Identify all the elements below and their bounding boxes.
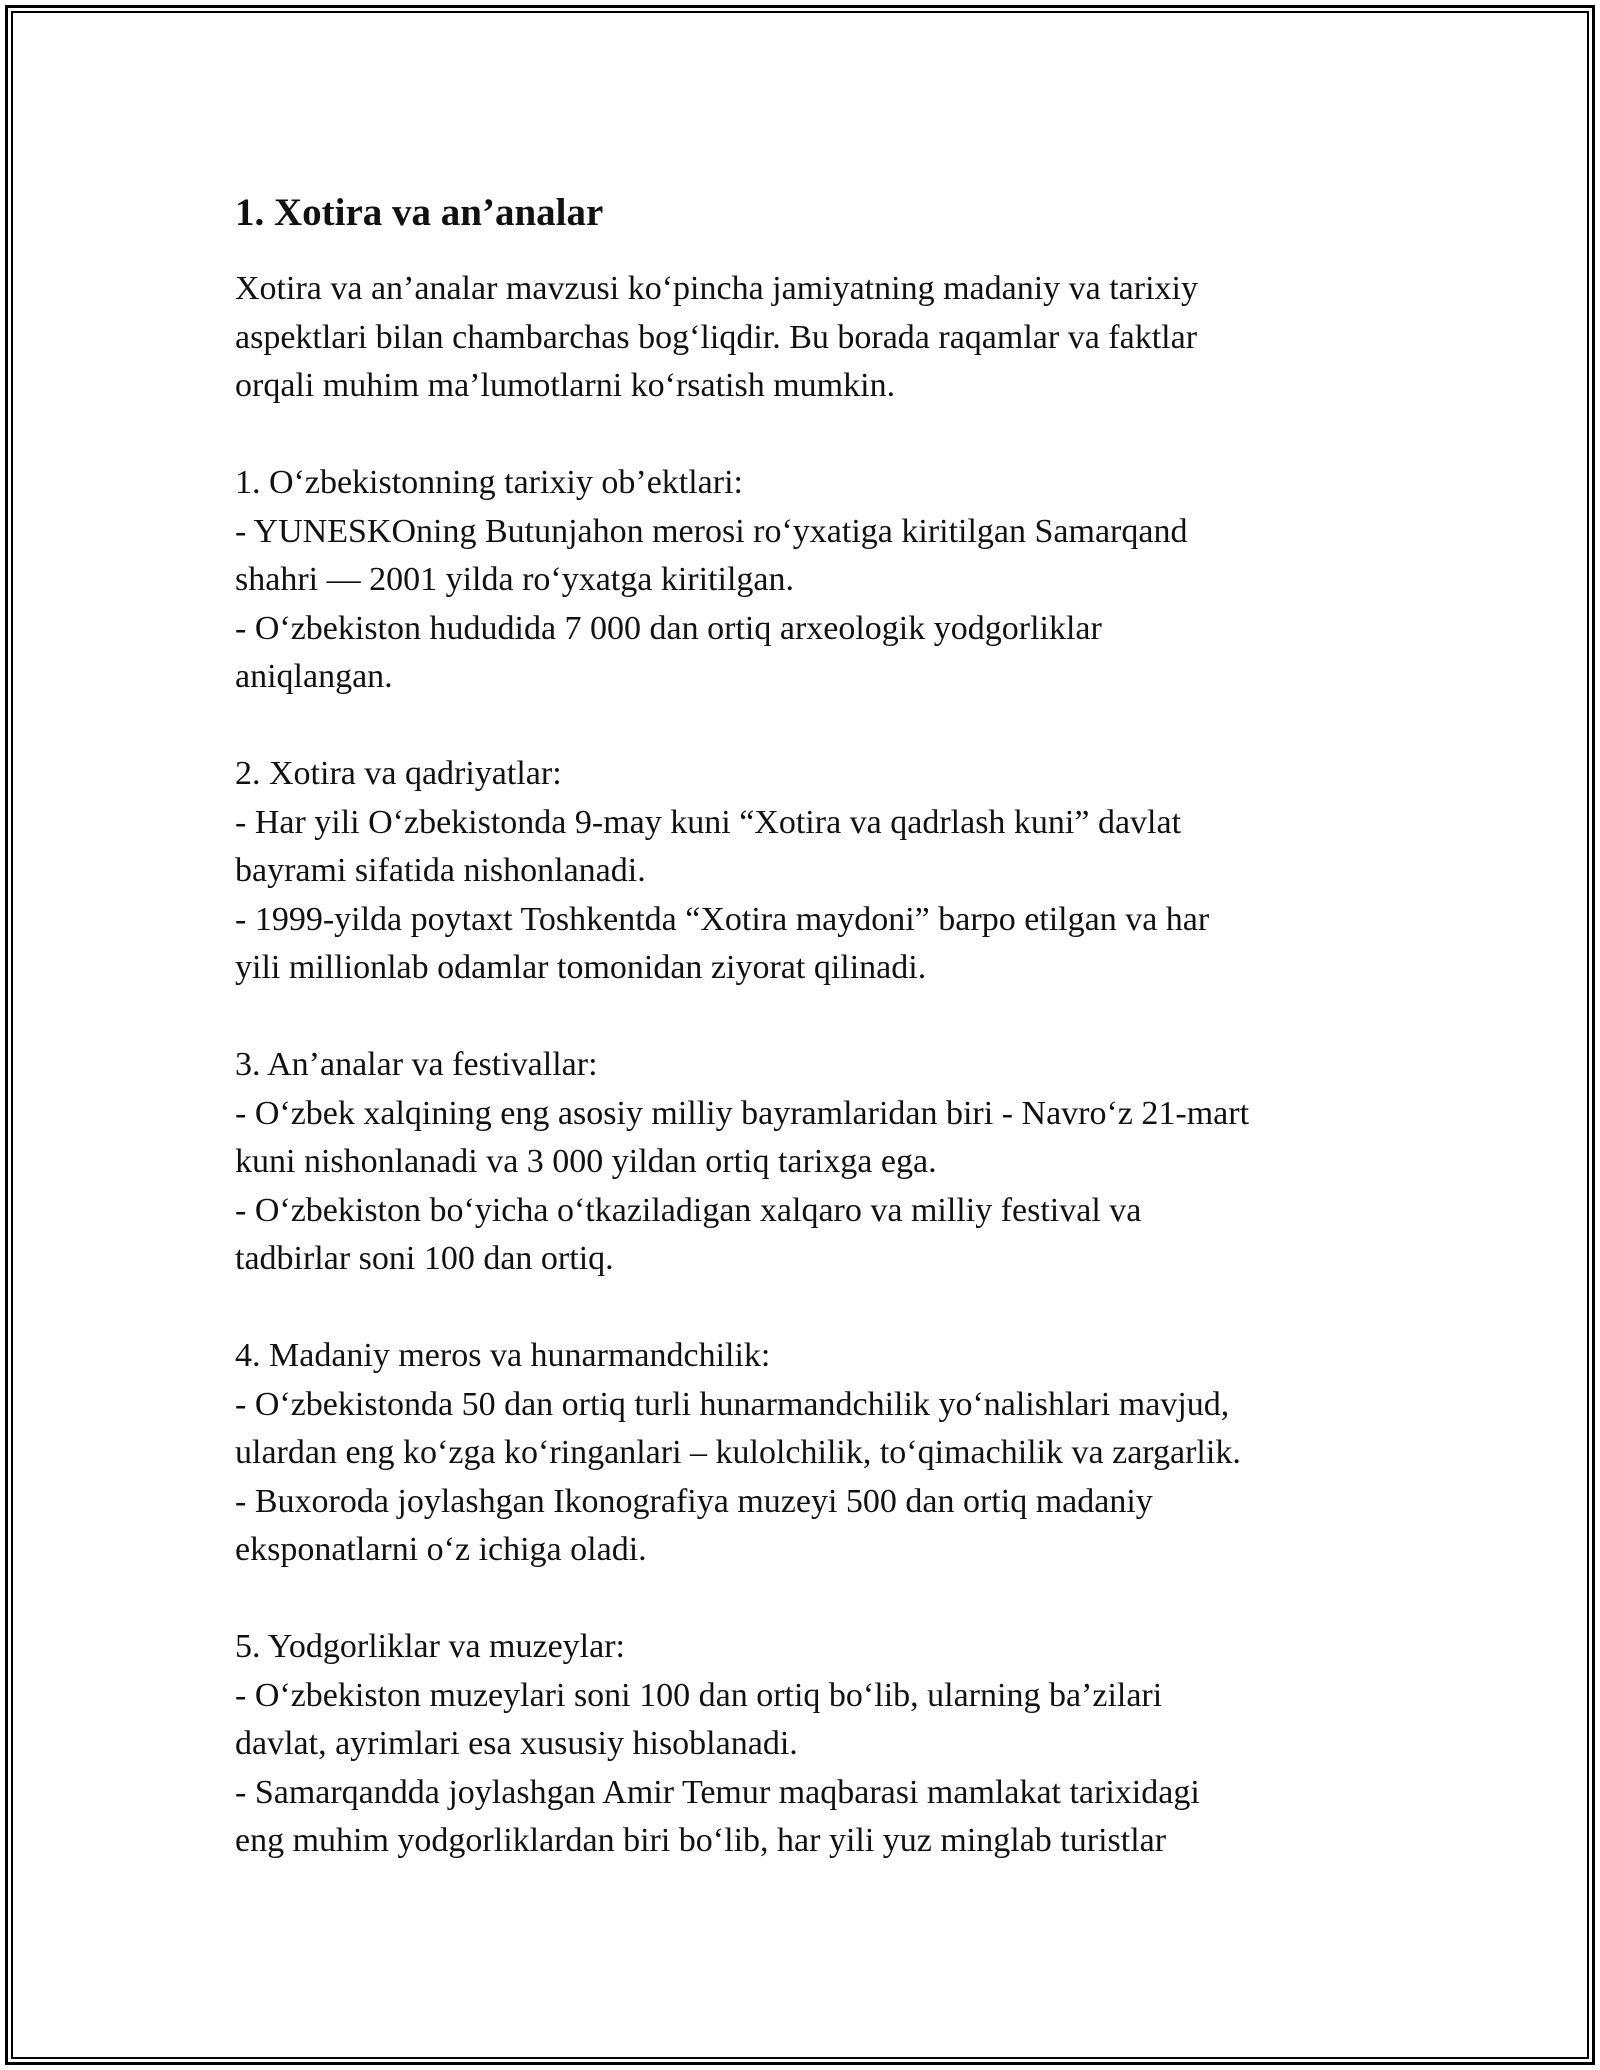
document-content — [235, 185, 1415, 1866]
section-heading: 1. Xotira va an’analar — [235, 191, 604, 234]
section-body-text: Xotira va an’analar mavzusi ko‘pincha jamiyatning madaniy va tarixiy aspektlari bilan chambarchas bog‘liqdir. Bu borada raqamlar va faktlar orqali muhim ma’lumotlarni ko‘rsatish mumkin. 1. O‘zbekistonning tarixiy ob’ektlari: - YUNESKOning Butunjahon merosi ro‘yxatiga kiritilgan Samarqand shahri — 2001 yilda ro‘yxatga kiritilgan. - O‘zbekiston hududida 7 000 dan ortiq arxeologik yodgorliklar aniqlangan. 2. Xotira va qadriyatlar: - Har yili O‘zbekistonda 9-may kuni “Xotira va qadrlash kuni” davlat bayrami sifatida nishonlanadi. - 1999-yilda poytaxt Toshkentda “Xotira maydoni” barpo etilgan va har yili millionlab odamlar tomonidan ziyorat qilinadi. 3. An’analar va festivallar: - O‘zbek xalqining eng asosiy milliy bayramlaridan biri - Navro‘z 21-mart kuni nishonlanadi va 3 000 yildan ortiq tarixga ega. - O‘zbekiston bo‘yicha o‘tkaziladigan xalqaro va milliy festival va tadbirlar soni 100 dan ortiq. 4. Madaniy meros va hunarmandchilik: - O‘zbekistonda 50 dan ortiq turli hunarmandchilik yo‘nalishlari mavjud, ulardan eng ko‘zga ko‘ringanlari – kulolchilik, to‘qimachilik va zargarlik. - Buxoroda joylashgan Ikonografiya muzeyi 500 dan ortiq madaniy eksponatlarni o‘z ichiga oladi. 5. Yodgorliklar va muzeylar: - O‘zbekiston muzeylari soni 100 dan ortiq bo‘lib, ularning ba’zilari davlat, ayrimlari esa xususiy hisoblanadi. - Samarqandda joylashgan Amir Temur maqbarasi mamlakat tarixidagi eng muhim yodgorliklardan biri bo‘lib, har yili yuz minglab turistlar — [235, 270, 1250, 1859]
